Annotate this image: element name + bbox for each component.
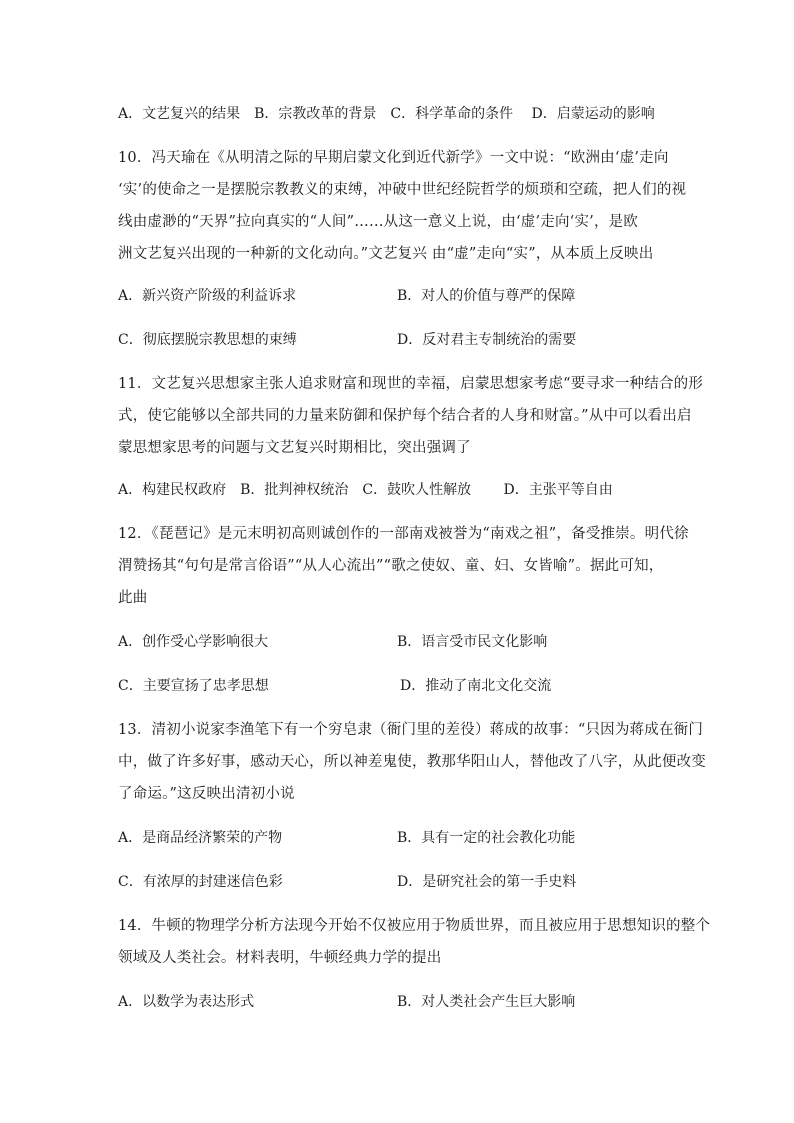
- q11-stem-line-1: 11．文艺复兴思想家主张人追求财富和现世的幸福，启蒙思想家考虑“要寻求一种结合的形: [118, 376, 704, 392]
- q14-stem-line-1: 14．牛顿的物理学分析方法现今开始不仅被应用于物质世界，而且被应用于思想知识的整个: [118, 918, 711, 934]
- q13-option-a: A．是商品经济繁荣的产物: [118, 830, 283, 846]
- q13-stem-line-3: 了命运。”这反映出清初小说: [118, 786, 295, 802]
- q10-option-c: C．彻底摆脱宗教思想的束缚: [118, 332, 297, 348]
- q13-option-b: B．具有一定的社会教化功能: [397, 830, 576, 846]
- q12-stem-line-2: 渭赞扬其“句句是常言俗语”“从人心流出”“歌之使奴、童、妇、女皆喻”。据此可知，: [118, 558, 664, 574]
- q14-option-b: B．对人类社会产生巨大影响: [397, 994, 576, 1010]
- q10-option-d: D．反对君主专制统治的需要: [397, 332, 577, 348]
- q10-stem-line-3: 线由虚渺的“天界”拉向真实的“人间”……从这一意义上说，由‘虚’走向‘实’，是欧: [118, 214, 639, 230]
- q13-option-d: D．是研究社会的第一手史料: [397, 874, 577, 890]
- q11-stem-line-2: 式，使它能够以全部共同的力量来防御和保护每个结合者的人身和财富。”从中可以看出启: [118, 408, 692, 424]
- q12-option-b: B．语言受市民文化影响: [397, 634, 548, 650]
- q14-option-a: A．以数学为表达形式: [118, 994, 255, 1010]
- q13-stem-line-1: 13．清初小说家李渔笔下有一个穷皂隶（衙门里的差役）蒋成的故事：“只因为蒋成在衙门: [118, 722, 704, 738]
- q13-option-c: C．有浓厚的封建迷信色彩: [118, 874, 283, 890]
- q12-option-a: A．创作受心学影响很大: [118, 634, 269, 650]
- q10-stem-line-1: 10．冯天瑜在《从明清之际的早期启蒙文化到近代新学》一文中说：“欧洲由‘虚’走向: [118, 150, 669, 166]
- q10-option-b: B．对人的价值与尊严的保障: [397, 288, 576, 304]
- q14-stem-line-2: 领域及人类社会。材料表明，牛顿经典力学的提出: [118, 950, 442, 966]
- q10-stem-line-4: 洲文艺复兴出现的一种新的文化动向。”文艺复兴 由“虚”走向“实”，从本质上反映出: [118, 246, 654, 262]
- q12-option-c: C．主要宣扬了忠孝思想: [118, 678, 269, 694]
- q10-stem-line-2: ‘实’的使命之一是摆脱宗教教义的束缚，冲破中世纪经院哲学的烦琐和空疏，把人们的视: [118, 182, 687, 198]
- q13-stem-line-2: 中，做了许多好事，感动天心，所以神差鬼使，教那华阳山人，替他改了八字，从此便改变: [118, 754, 706, 770]
- q11-options-line: A．构建民权政府 B．批判神权统治 C．鼓吹人性解放 D．主张平等自由: [118, 482, 613, 498]
- q12-stem-line-1: 12．《琵琶记》是元末明初高则诚创作的一部南戏被誉为“南戏之祖”，备受推崇。明代徐: [118, 526, 689, 542]
- q12-option-d: D．推动了南北文化交流: [400, 678, 552, 694]
- q12-stem-line-3: 此曲: [118, 590, 148, 606]
- q10-option-a: A．新兴资产阶级的利益诉求: [118, 288, 297, 304]
- q9-options-line: A．文艺复兴的结果 B．宗教改革的背景 C．科学革命的条件 D．启蒙运动的影响: [118, 106, 655, 122]
- q11-stem-line-3: 蒙思想家思考的问题与文艺复兴时期相比，突出强调了: [118, 440, 471, 456]
